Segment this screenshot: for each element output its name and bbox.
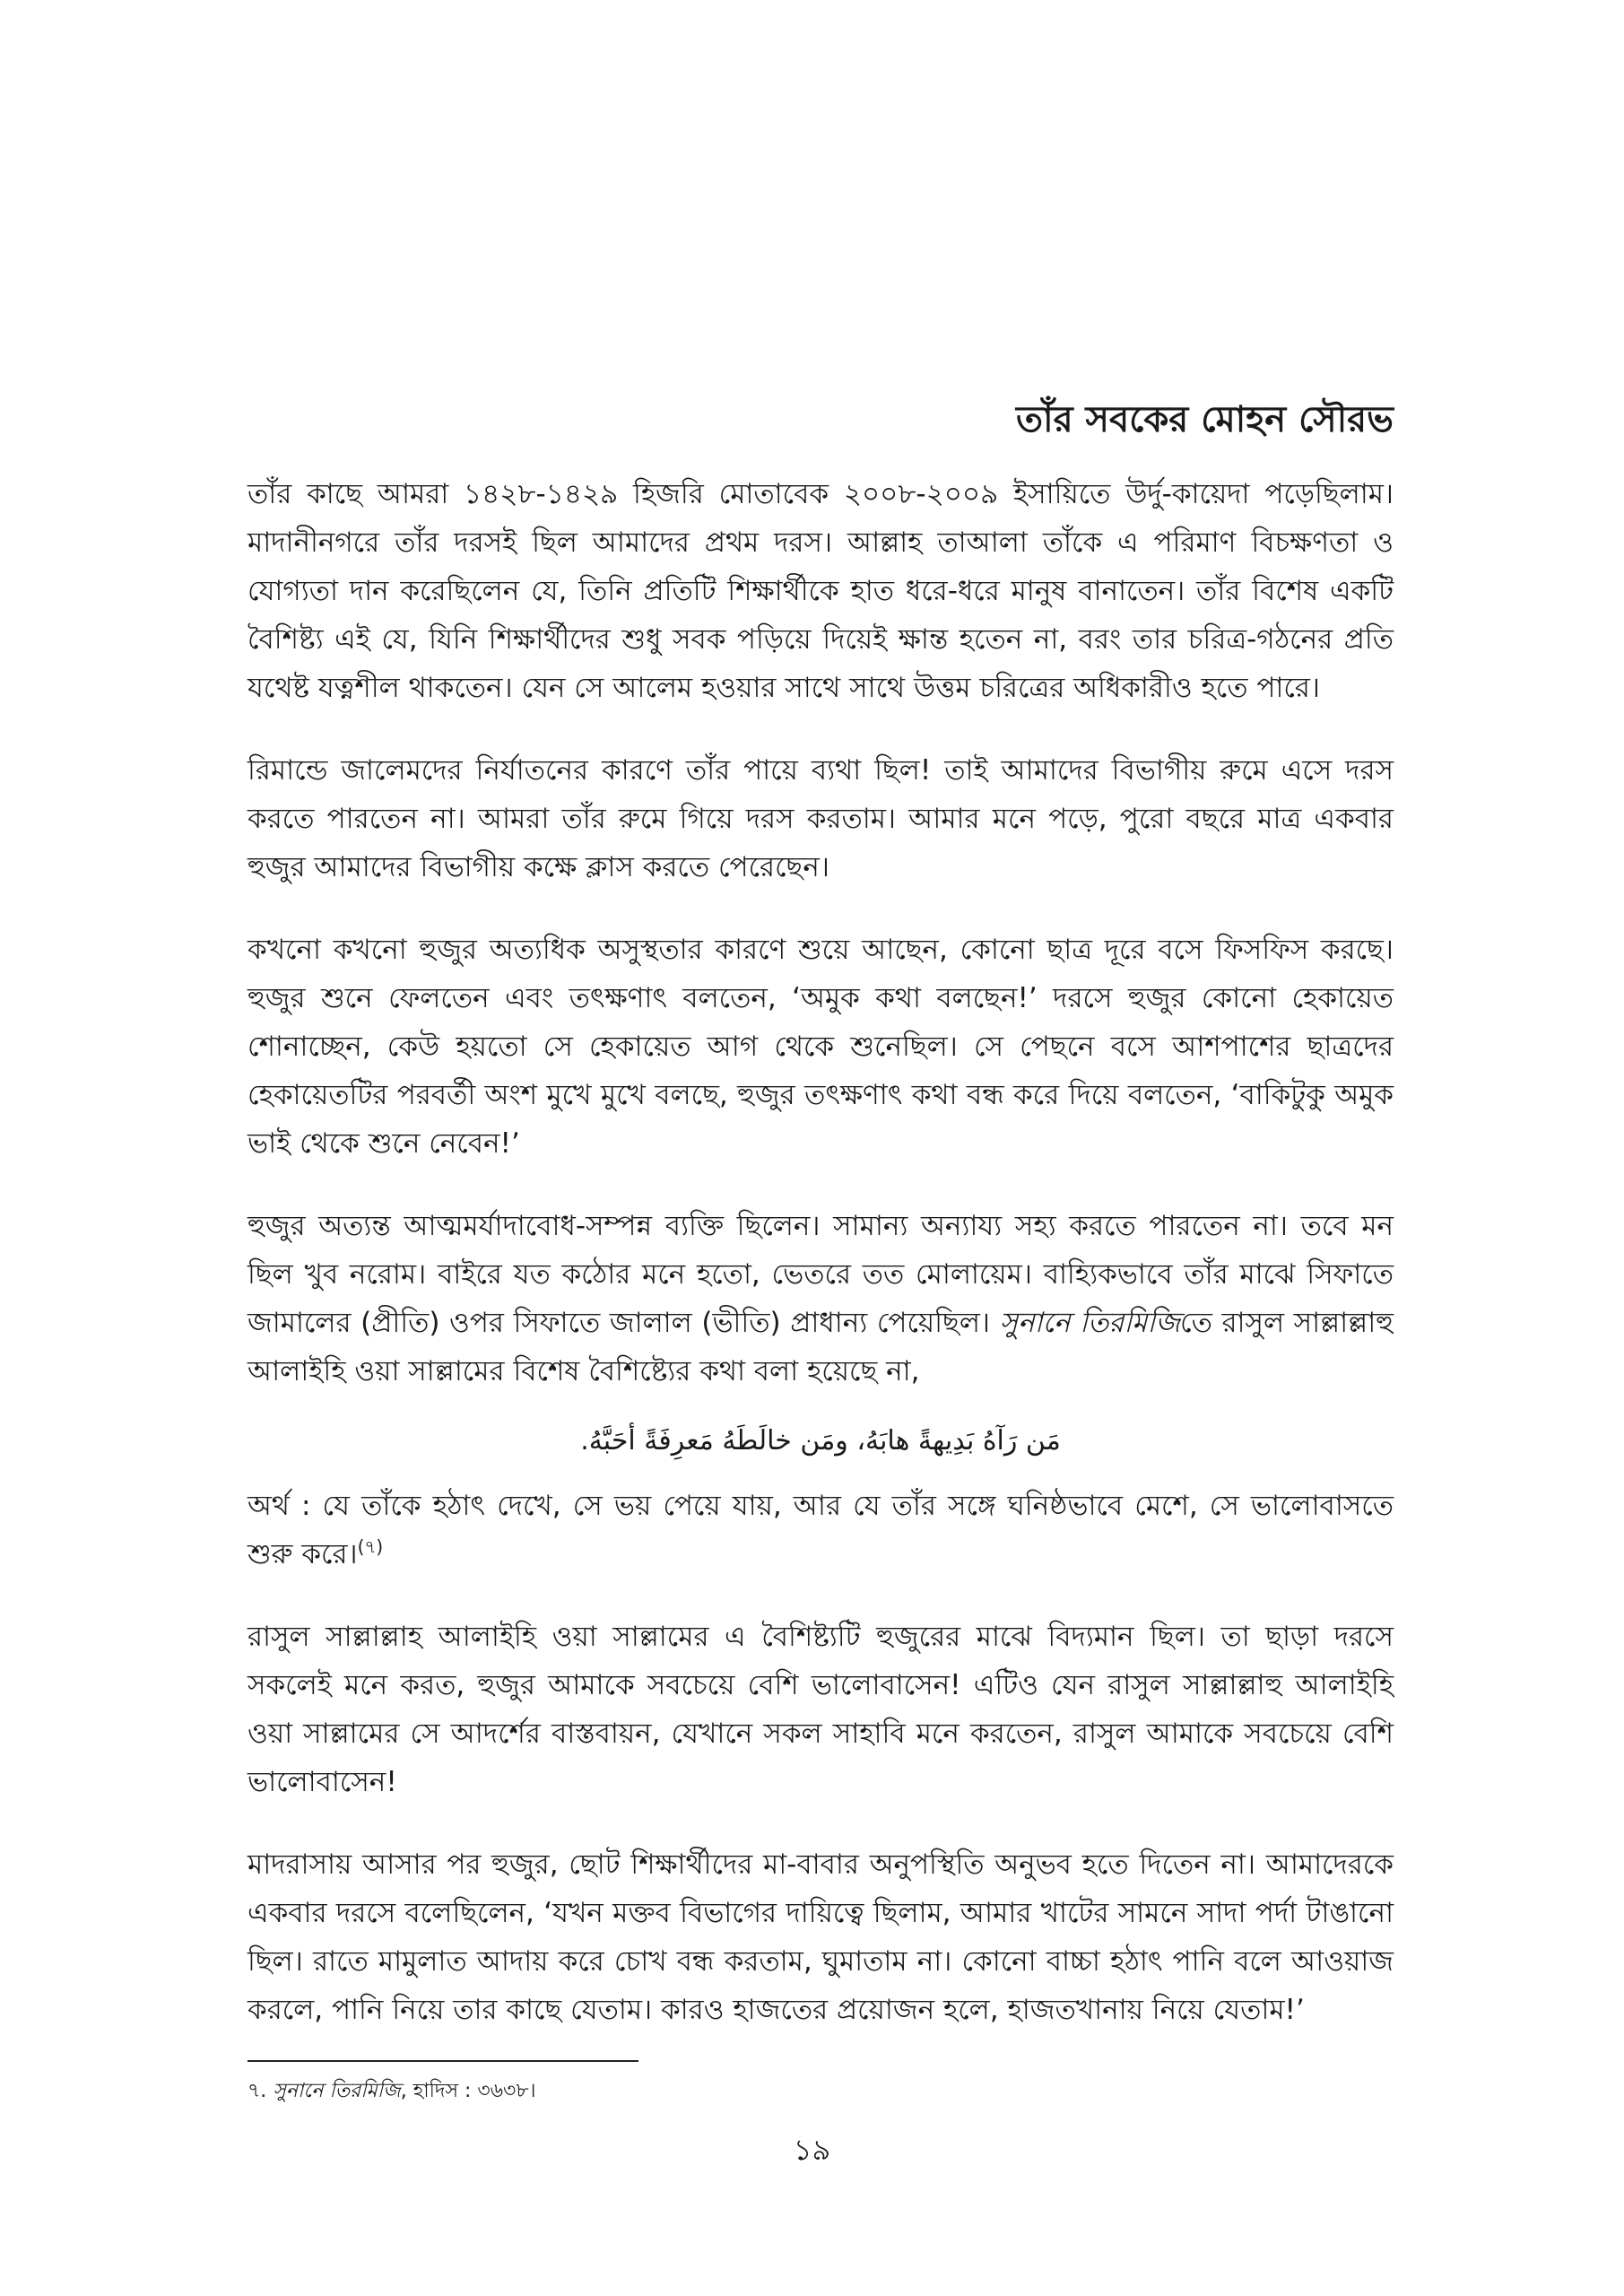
paragraph-6: রাসুল সাল্লাল্লাহ আলাইহি ওয়া সাল্লামের এ বৈশিষ্ট্যটি হুজুরের মাঝে বিদ্যমান ছিল। তা ছাড়া দরসে সকলেই মনে করত, হুজুর আমাকে সবচেয়ে বেশি ভালোবাসেন! এটিও যেন রাসুল সাল্লাল্লাহু আলাইহি ওয়া সাল্লামের সে আদর্শের বাস্তবায়ন, যেখানে সকল সাহাবি মনে করতেন, রাসুল আমাকে সবচেয়ে বেশি ভালোবাসেন! (248, 1621, 1394, 1798)
footnote-text: , হাদিস : ৩৬৩৮। (400, 2080, 536, 2102)
arabic-quote: مَن رَآهُ بَدِيهةً هابَهُ، ومَن خالَطَهُ مَعرِفَةً أحَبَّهُ. (580, 1425, 1061, 1457)
page-number: ১৯ (793, 2133, 831, 2167)
footnote-divider (248, 2060, 638, 2062)
paragraph-4-book-title: সুনানে তিরমিজি (999, 1307, 1181, 1339)
footnote-reference[interactable]: (৭) (357, 1535, 384, 1558)
paragraph-1: তাঁর কাছে আমরা ১৪২৮-১৪২৯ হিজরি মোতাবেক ২০০৮-২০০৯ ইসায়িতে উর্দু-কায়েদা পড়েছিলাম। মাদানীনগরে তাঁর দরসই ছিল আমাদের প্রথম দরস। আল্লাহ তাআলা তাঁকে এ পরিমাণ বিচক্ষণতা ও যোগ্যতা দান করেছিলেন যে, তিনি প্রতিটি শিক্ষার্থীকে হাত ধরে-ধরে মানুষ বানাতেন। তাঁর বিশেষ একটি বৈশিষ্ট্য এই যে, যিনি শিক্ষার্থীদের শুধু সবক পড়িয়ে দিয়েই ক্ষান্ত হতেন না, বরং তার চরিত্র-গঠনের প্রতি যথেষ্ট যত্নশীল থাকতেন। যেন সে আলেম হওয়ার সাথে সাথে উত্তম চরিত্রের অধিকারীও হতে পারে। (248, 478, 1394, 704)
footnote (248, 2077, 1144, 2106)
paragraph-5-text: অর্থ : যে তাঁকে হঠাৎ দেখে, সে ভয় পেয়ে যায়, আর যে তাঁর সঙ্গে ঘনিষ্ঠভাবে মেশে, সে ভালোবাসতে শুরু করে। (248, 1490, 1394, 1570)
footnote-number: ৭. (248, 2080, 267, 2102)
paragraph-3: কখনো কখনো হুজুর অত্যধিক অসুস্থতার কারণে শুয়ে আছেন, কোনো ছাত্র দূরে বসে ফিসফিস করছে। হুজুর শুনে ফেলতেন এবং তৎক্ষণাৎ বলতেন, ‘অমুক কথা বলছেন!’ দরসে হুজুর কোনো হেকায়েত শোনাচ্ছেন, কেউ হয়তো সে হেকায়েত আগ থেকে শুনেছিল। সে পেছনে বসে আশপাশের ছাত্রদের হেকায়েতটির পরবর্তী অংশ মুখে মুখে বলছে, হুজুর তৎক্ষণাৎ কথা বন্ধ করে দিয়ে বলতেন, ‘বাকিটুকু অমুক ভাই থেকে শুনে নেবেন!’ (248, 934, 1394, 1160)
paragraph-4-text: হুজুর অত্যন্ত আত্মমর্যাদাবোধ-সম্পন্ন ব্যক্তি ছিলেন। সামান্য অন্যায্য সহ্য করতে পারতেন না। তবে মন ছিল খুব নরোম। বাইরে যত কঠোর মনে হতো, ভেতরে তত মোলায়েম। বাহ্যিকভাবে তাঁর মাঝে সিফাতে জামালের (প্রীতি) ওপর সিফাতে জালাল (ভীতি) প্রাধান্য পেয়েছিল। (248, 1210, 1394, 1339)
paragraph-5 (248, 1482, 1394, 1578)
footnote-book-title: সুনানে তিরমিজি (273, 2080, 401, 2102)
paragraph-4-tail: তে রাসুল সাল্লাল্লাহু আলাইহি ওয়া সাল্লামের বিশেষ বৈশিষ্ট্যের কথা বলা হয়েছে না, (248, 1307, 1394, 1387)
section-heading: তাঁর সবকের মোহন সৌরভ (1016, 399, 1394, 440)
paragraph-7: মাদরাসায় আসার পর হুজুর, ছোট শিক্ষার্থীদের মা-বাবার অনুপস্থিতি অনুভব হতে দিতেন না। আমাদেরকে একবার দরসে বলেছিলেন, ‘যখন মক্তব বিভাগের দায়িত্বে ছিলাম, আমার খাটের সামনে সাদা পর্দা টাঙানো ছিল। রাতে মামুলাত আদায় করে চোখ বন্ধ করতাম, ঘুমাতাম না। কোনো বাচ্চা হঠাৎ পানি বলে আওয়াজ করলে, পানি নিয়ে তার কাছে যেতাম। কারও হাজতের প্রয়োজন হলে, হাজতখানায় নিয়ে যেতাম!’ (248, 1848, 1394, 2026)
paragraph-4 (248, 1202, 1394, 1396)
page-body (248, 395, 1394, 2068)
paragraph-2: রিমান্ডে জালেমদের নির্যাতনের কারণে তাঁর পায়ে ব্যথা ছিল! তাই আমাদের বিভাগীয় রুমে এসে দরস করতে পারতেন না। আমরা তাঁর রুমে গিয়ে দরস করতাম। আমার মনে পড়ে, পুরো বছরে মাত্র একবার হুজুর আমাদের বিভাগীয় কক্ষে ক্লাস করতে পেরেছেন। (248, 754, 1394, 883)
